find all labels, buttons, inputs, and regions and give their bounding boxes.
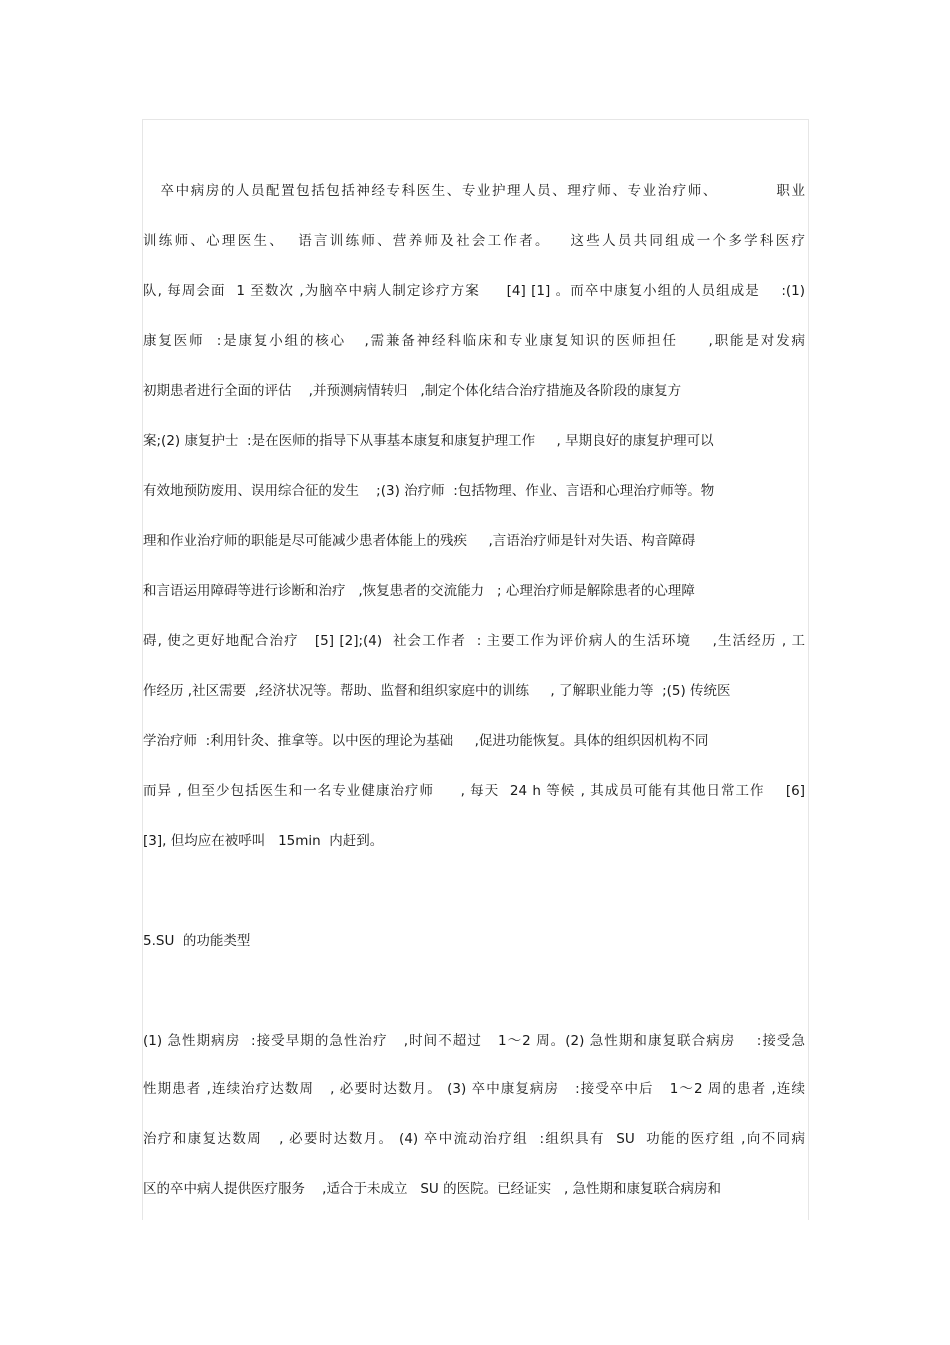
text-line: 性期患者 ,连续治疗达数周 , 必要时达数月。 (3) 卒中康复病房 :接受卒中后 1～2 周的患者 ,连续 <box>143 1081 805 1097</box>
text-line: 训练师、心理医生、 语言训练师、营养师及社会工作者。 这些人员共同组成一个多学科医疗 <box>143 233 805 249</box>
section-heading: 5.SU 的功能类型 <box>143 933 251 949</box>
text-line: 理和作业治疗师的职能是尽可能减少患者体能上的残疾 ,言语治疗师是针对失语、构音障碍 <box>143 533 696 549</box>
text-line: 案;(2) 康复护士 :是在医师的指导下从事基本康复和康复护理工作 , 早期良好的康复护理可以 <box>143 433 714 449</box>
text-line: 康复医师 :是康复小组的核心 ,需兼备神经科临床和专业康复知识的医师担任 ,职能是对发病 <box>143 333 805 349</box>
text-line: 有效地预防废用、误用综合征的发生 ;(3) 治疗师 :包括物理、作业、言语和心理治疗师等。物 <box>143 483 715 499</box>
text-line: 治疗和康复达数周 , 必要时达数月。 (4) 卒中流动治疗组 :组织具有 SU 功能的医疗组 ,向不同病 <box>143 1131 805 1147</box>
text-line: 和言语运用障碍等进行诊断和治疗 ,恢复患者的交流能力 ; 心理治疗师是解除患者的心理障 <box>143 583 695 599</box>
text-line: 碍, 使之更好地配合治疗 [5] [2];(4) 社会工作者 : 主要工作为评价病人的生活环境 ,生活经历 , 工 <box>143 633 805 649</box>
text-line: 而异 , 但至少包括医生和一名专业健康治疗师 , 每天 24 h 等候 , 其成员可能有其他日常工作 [6] <box>143 783 805 799</box>
text-line: 区的卒中病人提供医疗服务 ,适合于未成立 SU 的医院。已经证实 , 急性期和康复联合病房和 <box>143 1181 722 1197</box>
text-line: 队, 每周会面 1 至数次 ,为脑卒中病人制定诊疗方案 [4] [1] 。而卒中康复小组的人员组成是 :(1) <box>143 283 805 299</box>
text-line: 作经历 ,社区需要 ,经济状况等。帮助、监督和组织家庭中的训练 , 了解职业能力等 ;(5) 传统医 <box>143 683 731 699</box>
text-line: (1) 急性期病房 :接受早期的急性治疗 ,时间不超过 1～2 周。(2) 急性期和康复联合病房 :接受急 <box>143 1033 805 1049</box>
text-line: 初期患者进行全面的评估 ,并预测病情转归 ,制定个体化结合治疗措施及各阶段的康复方 <box>143 383 682 399</box>
text-line: 学治疗师 :利用针灸、推拿等。以中医的理论为基础 ,促进功能恢复。具体的组织因机构不同 <box>143 733 709 749</box>
text-line: 卒中病房的人员配置包括包括神经专科医生、专业护理人员、理疗师、专业治疗师、 职业 <box>143 183 805 199</box>
text-line: [3], 但均应在被呼叫 15min 内赶到。 <box>143 833 384 849</box>
